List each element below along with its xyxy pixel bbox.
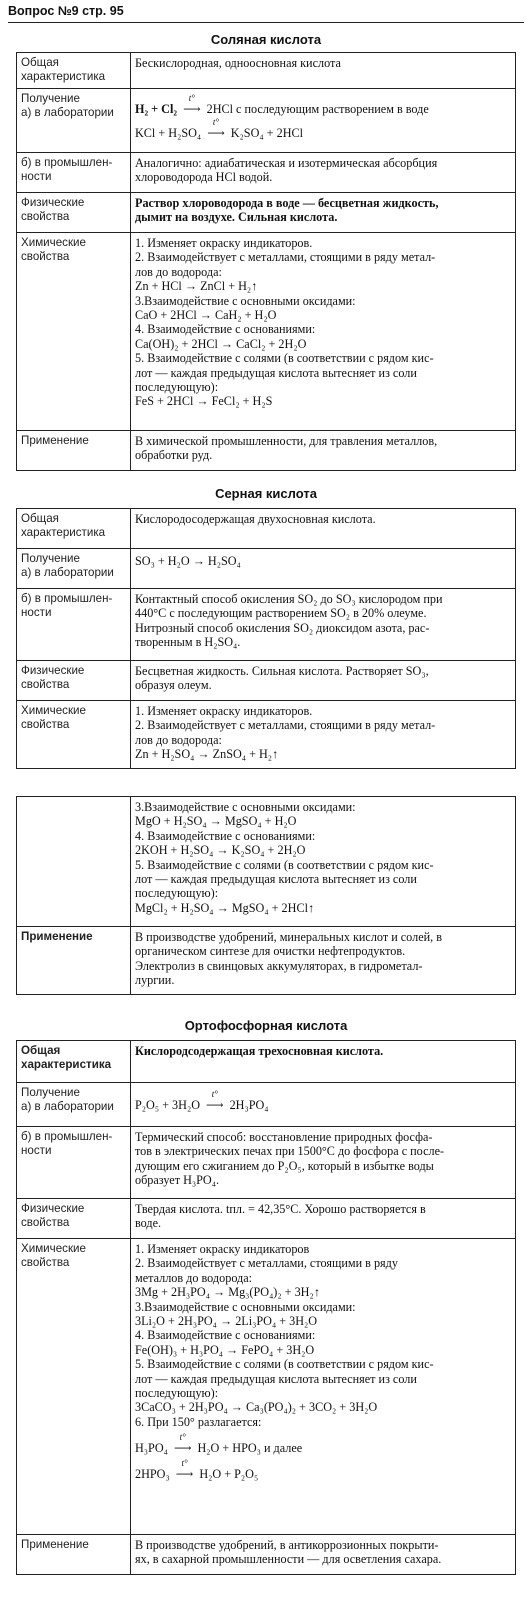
h2so4-row-general bbox=[17, 509, 516, 549]
row-label: Применение bbox=[17, 431, 131, 471]
h3po4-row-general bbox=[17, 1041, 516, 1083]
h3po4-table bbox=[16, 1040, 516, 1575]
h2so4-row-chemical bbox=[17, 701, 516, 769]
hcl-row-general bbox=[17, 53, 516, 89]
hcl-table bbox=[16, 52, 516, 471]
row-value: Кислородосодержащая двухосновная кислота. bbox=[131, 509, 516, 549]
h3po4-row-application bbox=[17, 1535, 516, 1575]
row-label: Химические свойства bbox=[17, 701, 131, 769]
hcl-row-physical bbox=[17, 193, 516, 233]
row-label: б) в промышлен- ности bbox=[17, 1127, 131, 1199]
row-value: В производстве удобрений, минеральных кислот и солей, в органическом синтезе для очистки нефтепродуктов. Электролиз в свинцовых аккумуляторах, в гидрометал- лургии. bbox=[131, 927, 516, 995]
h3po4-row-physical bbox=[17, 1199, 516, 1239]
row-label: Получение а) в лаборатории bbox=[17, 1083, 131, 1127]
row-value: В производстве удобрений, в антикоррозионных покрыти- ях, в сахарной промышленности — для осветления сахара. bbox=[131, 1535, 516, 1575]
row-label: Получение а) в лаборатории bbox=[17, 549, 131, 589]
h2so4-title: Серная кислота bbox=[215, 486, 317, 501]
row-label: Химические свойства bbox=[17, 1239, 131, 1535]
row-label: б) в промышлен- ности bbox=[17, 589, 131, 661]
arrow-icon: t° ⟶ bbox=[183, 93, 201, 116]
h3po4-row-industry bbox=[17, 1127, 516, 1199]
row-label: Применение bbox=[17, 927, 131, 995]
row-label: Применение bbox=[17, 1535, 131, 1575]
arrow-icon: t° ⟶ bbox=[175, 1458, 194, 1482]
row-value: SO₃ + H₂O → H₂SO₄ bbox=[131, 549, 516, 589]
row-value: H₂ + Cl₂ t° ⟶ 2HCl с последующим растворением в воде KCl + H₂SO₄ t° ⟶ K₂SO₄ + 2HCl bbox=[131, 89, 516, 153]
h2so4-row-lab bbox=[17, 549, 516, 589]
row-value: Бесцветная жидкость. Сильная кислота. Растворяет SO₃, образуя олеум. bbox=[131, 661, 516, 701]
row-value: 1. Изменяет окраску индикаторов. 2. Взаимодействует с металлами, стоящими в ряду метал- лов до водорода: Zn + H₂SO₄ → ZnSO₄ + H₂↑ bbox=[131, 701, 516, 769]
hcl-row-industry bbox=[17, 153, 516, 193]
row-label bbox=[17, 797, 131, 927]
hcl-title: Соляная кислота bbox=[210, 32, 322, 47]
h3po4-row-chemical bbox=[17, 1239, 516, 1535]
row-label: Физические свойства bbox=[17, 193, 131, 233]
row-value: Бескислородная, одноосновная кислота bbox=[131, 53, 516, 89]
h2so4-row-chemical-continued bbox=[17, 797, 516, 927]
row-label: Общая характеристика bbox=[17, 1041, 131, 1083]
page-header: Вопрос №9 стр. 95 bbox=[8, 4, 524, 23]
arrow-icon: t° ⟶ bbox=[207, 117, 225, 141]
row-value: 1. Изменяет окраску индикаторов. 2. Взаимодействует с металлами, стоящими в ряду метал- лов до водорода: Zn + HCl → ZnCl + H₂↑ 3.Взаимодействие с основными оксидами: CaO + 2HCl → CaH₂ + H₂O 4. Взаимодействие с основаниями: Ca(OH)₂ + 2HCl → CaCl₂ + 2H₂O 5. Взаимодействие с солями (в соответствии с рядом кис- лот — каждая предыдущая кислота вытесняет из соли последующую): FeS + 2HCl → FeCl₂ + H₂S bbox=[131, 233, 516, 431]
h2so4-row-application bbox=[17, 927, 516, 995]
arrow-icon: t° ⟶ bbox=[173, 1432, 192, 1456]
row-value: Аналогично: адиабатическая и изотермическая абсорбция хлороводорода HCl водой. bbox=[131, 153, 516, 193]
row-value: В химической промышленности, для травления металлов, обработки руд. bbox=[131, 431, 516, 471]
row-label: б) в промышлен- ности bbox=[17, 153, 131, 193]
row-value: 1. Изменяет окраску индикаторов 2. Взаимодействует с металлами, стоящими в ряду металлов до водорода: 3Mg + 2H₃PO₄ → Mg₃(PO₄)₂ + 3H₂↑ 3.Взаимодействие с основными оксидами: 3Li₂O + 2H₃PO₄ → 2Li₃PO₄ + 3H₂O 4. Взаимодействие с основаниями: Fe(OH)₃ + H₃PO₄ → FePO₄ + 3H₂O 5. Взаимодействие с солями (в соответствии с рядом кис- лот — каждая предыдущая кислота вытесняет из соли последующую): 3CaCO₃ + 2H₃PO₄ → Ca₃(PO₄)₂ + 3CO₂ + 3H₂O 6. При 150° разлагается: H₃PO₄ t° ⟶ H₂O + HPO₃ и далее 2HPO₃ t° ⟶ H₂O + P₂O₅ bbox=[131, 1239, 516, 1535]
hcl-row-chemical bbox=[17, 233, 516, 431]
arrow-icon: t° ⟶ bbox=[206, 1089, 224, 1112]
row-label: Химические свойства bbox=[17, 233, 131, 431]
hcl-row-application bbox=[17, 431, 516, 471]
h2so4-table-continued bbox=[16, 796, 516, 995]
h2so4-row-industry bbox=[17, 589, 516, 661]
h2so4-table bbox=[16, 508, 516, 769]
row-value: 3.Взаимодействие с основными оксидами: MgO + H₂SO₄ → MgSO₄ + H₂O 4. Взаимодействие с основаниями: 2KOH + H₂SO₄ → K₂SO₄ + 2H₂O 5. Взаимодействие с солями (в соответствии с рядом кис- лот — каждая предыдущая кислота вытесняет из соли последующую): MgCl₂ + H₂SO₄ → MgSO₄ + 2HCl↑ bbox=[131, 797, 516, 927]
row-label: Физические свойства bbox=[17, 1199, 131, 1239]
row-label: Общая характеристика bbox=[17, 509, 131, 549]
row-value: Раствор хлороводорода в воде — бесцветная жидкость, дымит на воздухе. Сильная кислота. bbox=[131, 193, 516, 233]
h2so4-row-physical bbox=[17, 661, 516, 701]
row-label: Физические свойства bbox=[17, 661, 131, 701]
row-label: Общая характеристика bbox=[17, 53, 131, 89]
row-value: Термический способ: восстановление природных фосфа- тов в электрических печах при 1500°C до фосфора с после- дующим его сжиганием до P₂O₅, который в избытке воды образует H₃PO₄. bbox=[131, 1127, 516, 1199]
row-label: Получение а) в лаборатории bbox=[17, 89, 131, 153]
row-value: Контактный способ окисления SO₂ до SO₃ кислородом при 440°C с последующим растворением SO₂ в 20% олеуме. Нитрозный способ окисления SO₂ диоксидом азота, рас- творенным в H₂SO₄. bbox=[131, 589, 516, 661]
hcl-row-lab bbox=[17, 89, 516, 153]
row-value: P₂O₅ + 3H₂O t° ⟶ 2H₃PO₄ bbox=[131, 1083, 516, 1127]
row-value: Твердая кислота. tпл. = 42,35°C. Хорошо растворяется в воде. bbox=[131, 1199, 516, 1239]
h3po4-row-lab bbox=[17, 1083, 516, 1127]
row-value: Кислородсодержащая трехосновная кислота. bbox=[131, 1041, 516, 1083]
h3po4-title: Ортофосфорная кислота bbox=[184, 1018, 348, 1033]
